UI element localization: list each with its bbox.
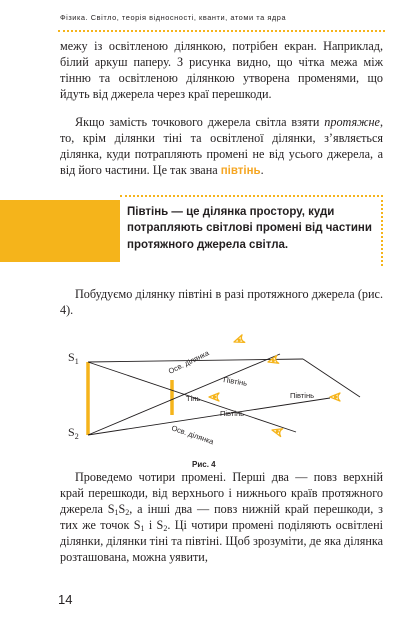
eye-icon (233, 335, 245, 346)
paragraph-4 (60, 470, 383, 565)
paragraph-4-text: , а інші два — повз нижній край перешкоди, з тих же точок S (60, 501, 383, 532)
subscript: 2 (125, 507, 130, 517)
label-penumbra-top: Півтінь (222, 375, 248, 388)
label-penumbra-right: Півтінь (290, 391, 315, 400)
label-lit-top: Осв. ділянка (166, 348, 211, 376)
label-shadow: Тінь (186, 394, 201, 403)
paragraph-4-text: і S (144, 517, 164, 532)
paragraph-4-text: Проведемо чотири промені. Перші два — повз верхній край перешкоди, від верхнього і нижнього країв протяжного джерела S (60, 470, 383, 516)
definition-text: Півтінь — це ділянка простору, куди потрапляють світлові промені від частини протяжного джерела світла. (127, 206, 372, 251)
eye-icon (330, 393, 340, 401)
running-header: Фізика. Світло, теорія відносності, кванти, атоми та ядра (60, 13, 287, 22)
paragraph-2-text: Якщо замість точкового джерела світла взяти (75, 115, 325, 129)
subscript: 2 (163, 523, 168, 533)
figure-caption: Рис. 4 (192, 460, 216, 469)
source-bottom-label: $S_2$ (68, 425, 79, 441)
label-lit-bottom: Осв. ділянка (170, 423, 215, 447)
label-penumbra-bottom: Півтінь (220, 409, 245, 418)
paragraph-2-text: . (260, 162, 264, 177)
paragraph-3: Побудуємо ділянку півтіні в разі протяжного джерела (рис. 4). (60, 287, 383, 317)
paragraph-2-text: , то, крім ділянки тіні та освітленої ділянки, з’являється ділянка, куди потрапляють промені не від усього джерела, а від його частини. Це так звана (60, 115, 383, 177)
paragraph-4-text: . Ці чотири промені поділяють освітлені ділянки, ділянки тіні та півтіні. Щоб зрозуміти, де яка ділянка розташована, можна уявити, (60, 517, 383, 564)
paragraph-1: межу із освітленою ділянкою, потрібен екран. Наприклад, білий аркуш паперу. З рисунка видно, що чітка межа між тінню та освітленою ділянкою утворена променями, що йдуть від джерела через краї перешкоди. (60, 39, 383, 101)
subscript: 1 (140, 523, 145, 533)
ray-s2-bottom-edge (88, 398, 330, 435)
paragraph-4-text: S (118, 501, 126, 516)
page-number: 14 (58, 592, 73, 607)
source-top-label: $S_1$ (68, 350, 79, 366)
subscript: 1 (114, 507, 119, 517)
term-penumbra: півтінь (220, 164, 261, 177)
eye-icon (209, 393, 219, 401)
term-extended: протяжне (324, 115, 380, 129)
eye-icon (271, 426, 283, 436)
